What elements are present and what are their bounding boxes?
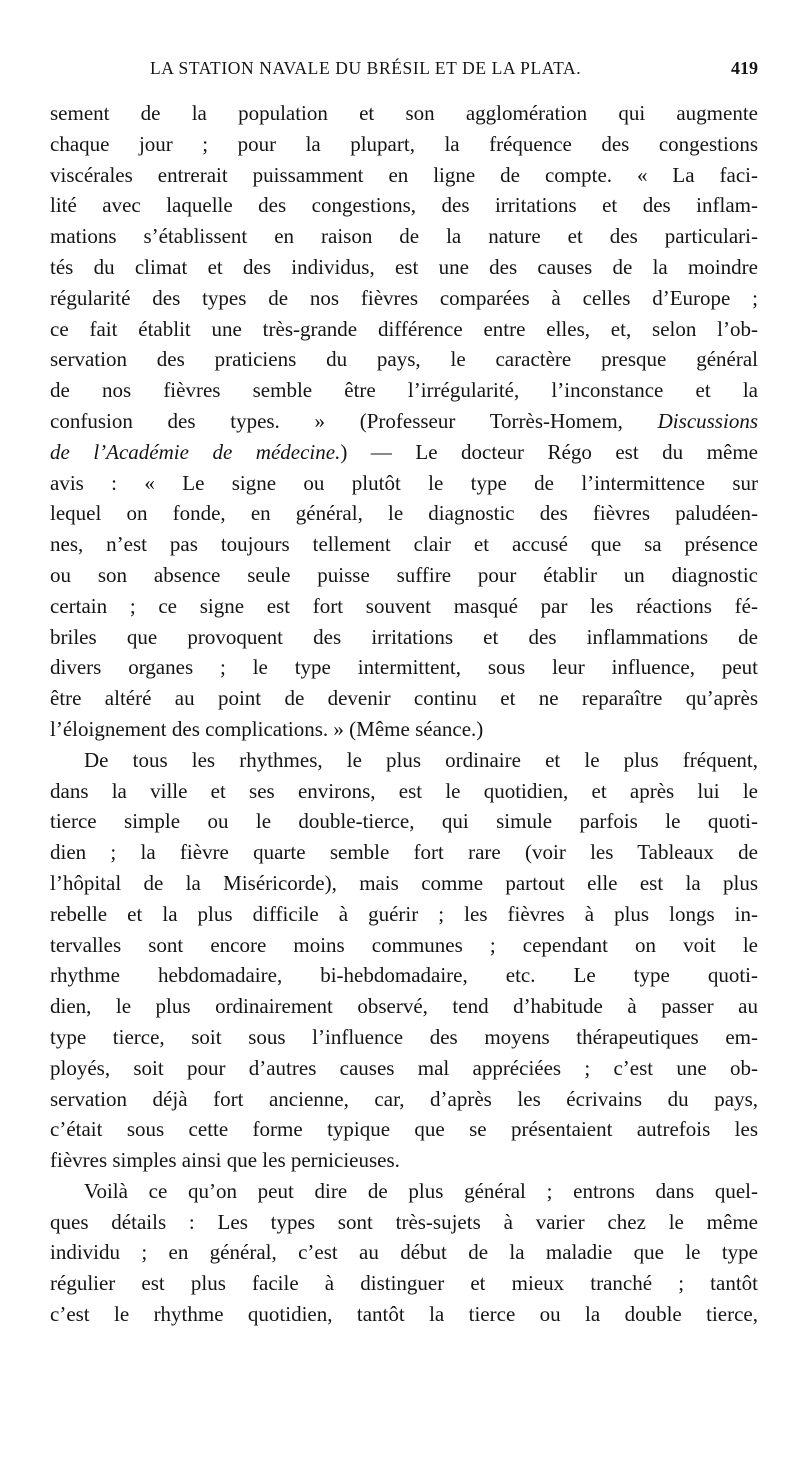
text-line: divers organes ; le type intermittent, sous leur influence, peut: [50, 655, 758, 680]
text-line: lité avec laquelle des congestions, des irritations et des inflam-: [50, 193, 758, 218]
text-line: dien ; la fièvre quarte semble fort rare (voir les Tableaux de: [50, 840, 758, 865]
paragraph-3: [50, 1176, 758, 1330]
text-fragment: ) — Le docteur Régo est du même: [340, 439, 759, 464]
paragraph-1: [50, 98, 758, 745]
text-line: sement de la population et son agglomération qui augmente: [50, 101, 758, 125]
italic-title: Discussions: [657, 408, 758, 433]
page-number: 419: [731, 58, 758, 78]
text-line: nes, n’est pas toujours tellement clair et accusé que sa présence: [50, 532, 758, 557]
running-header: [150, 58, 758, 94]
text-line: servation des praticiens du pays, le caractère presque général: [50, 347, 758, 372]
text-fragment: confusion des types. » (Professeur Torrès-Homem,: [50, 408, 658, 433]
text-line: rhythme hebdomadaire, bi-hebdomadaire, etc. Le type quoti-: [50, 963, 758, 988]
text-line: servation déjà fort ancienne, car, d’après les écrivains du pays,: [50, 1086, 758, 1111]
text-line: dien, le plus ordinairement observé, tend d’habitude à passer au: [50, 994, 758, 1019]
text-line: être altéré au point de devenir continu et ne reparaître qu’après: [50, 686, 758, 711]
text-line: c’était sous cette forme typique que se présentaient autrefois les: [50, 1117, 758, 1142]
text-line: rebelle et la plus difficile à guérir ; les fièvres à plus longs in-: [50, 901, 758, 926]
text-line: certain ; ce signe est fort souvent masqué par les réactions fé-: [50, 593, 758, 618]
text-line: c’est le rhythme quotidien, tantôt la tierce ou la double tierce,: [50, 1302, 758, 1327]
text-line: fièvres simples ainsi que les pernicieuses.: [50, 1148, 400, 1173]
text-line: régularité des types de nos fièvres comparées à celles d’Europe ;: [50, 285, 758, 310]
text-line: De tous les rhythmes, le plus ordinaire et le plus fréquent,: [84, 747, 758, 772]
text-line: viscérales entrerait puissamment en ligne de compte. « La faci-: [50, 162, 758, 187]
text-line: chaque jour ; pour la plupart, la fréquence des congestions: [50, 131, 758, 156]
body-text: [50, 98, 758, 1330]
italic-title: de l’Académie de médecine.: [50, 439, 341, 464]
text-line: type tierce, soit sous l’influence des moyens thérapeutiques em-: [50, 1024, 758, 1049]
text-line: l’hôpital de la Miséricorde), mais comme partout elle est la plus: [50, 870, 758, 895]
text-line: ques détails : Les types sont très-sujets à varier chez le même: [50, 1209, 758, 1234]
text-line: avis : « Le signe ou plutôt le type de l’intermittence sur: [50, 470, 758, 495]
text-line: lequel on fonde, en général, le diagnostic des fièvres paludéen-: [50, 501, 758, 526]
text-line: briles que provoquent des irritations et des inflammations de: [50, 624, 758, 649]
text-line: individu ; en général, c’est au début de la maladie que le type: [50, 1240, 758, 1265]
text-line: mations s’établissent en raison de la nature et des particulari-: [50, 224, 758, 249]
text-line: tés du climat et des individus, est une des causes de la moindre: [50, 254, 758, 279]
text-line-with-italic: [50, 406, 758, 437]
paragraph-2: [50, 745, 758, 1176]
text-line: ce fait établit une très-grande différence entre elles, et, selon l’ob-: [50, 316, 758, 341]
running-title: LA STATION NAVALE DU BRÉSIL ET DE LA PLATA.: [150, 58, 582, 78]
text-line: ou son absence seule puisse suffire pour établir un diagnostic: [50, 562, 758, 587]
text-line-with-italic: [50, 437, 758, 468]
text-line: Voilà ce qu’on peut dire de plus général ; entrons dans quel-: [84, 1178, 758, 1203]
text-line: tierce simple ou le double-tierce, qui simule parfois le quoti-: [50, 809, 758, 834]
text-line: tervalles sont encore moins communes ; cependant on voit le: [50, 932, 758, 957]
text-line: régulier est plus facile à distinguer et mieux tranché ; tantôt: [50, 1271, 758, 1296]
text-line: de nos fièvres semble être l’irrégularité, l’inconstance et la: [50, 378, 758, 403]
text-line: l’éloignement des complications. » (Même séance.): [50, 716, 484, 741]
text-line: ployés, soit pour d’autres causes mal appréciées ; c’est une ob-: [50, 1055, 758, 1080]
text-line: dans la ville et ses environs, est le quotidien, et après lui le: [50, 778, 758, 803]
